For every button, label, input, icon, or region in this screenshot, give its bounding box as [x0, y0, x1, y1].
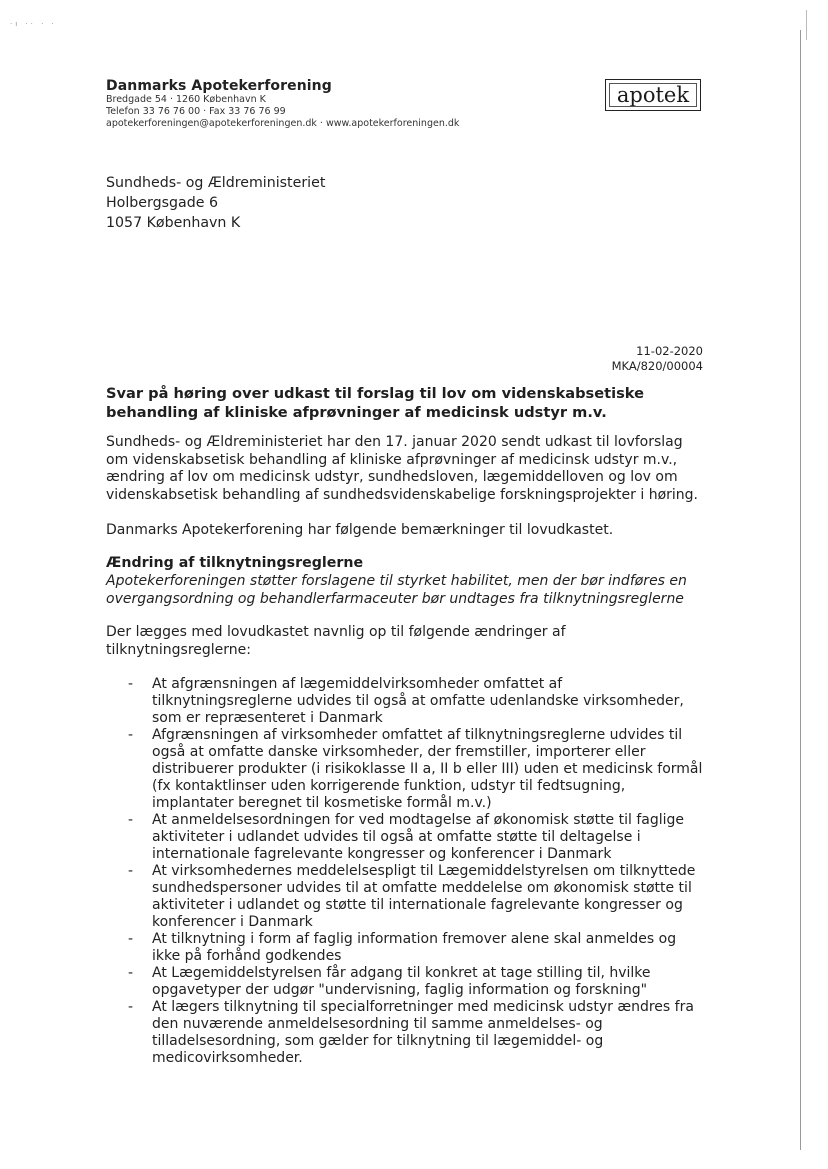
- list-item: [106, 965, 706, 999]
- list-item-text: At lægers tilknytning til specialforretninger med medicinsk udstyr ændres fra den nuværende anmeldelsesordning til samme anmeldelses- og tilladelsesordning, som gælder for tilknytning til lægemiddel- og medicovirksomheder.: [152, 999, 694, 1066]
- list-item-text: At afgrænsningen af lægemiddelvirksomheder omfattet af tilknytningsreglerne udvides til også at omfatte udenlandske virksomheder, som er repræsenteret i Danmark: [152, 676, 684, 726]
- section-heading: Ændring af tilknytningsreglerne: [106, 555, 364, 571]
- bullet-dash: -: [128, 965, 134, 981]
- recipient-name: Sundheds- og Ældreministeriet: [106, 175, 326, 191]
- apotek-logo: apotek: [605, 79, 701, 111]
- scan-marks: ·ı ·· · ·: [10, 20, 57, 28]
- sender-contact: apotekerforeningen@apotekerforeningen.dk · www.apotekerforeningen.dk: [106, 118, 460, 129]
- amendments-list: [106, 676, 706, 1067]
- list-item-text: At virksomhedernes meddelelsespligt til Lægemiddelstyrelsen om tilknyttede sundhedspersoner udvides til at omfatte meddelelse om økonomisk støtte til aktiviteter i udlandet og støtte til internationale fagrelevante kongresser og konferencer i Danmark: [152, 863, 696, 930]
- list-item-text: At Lægemiddelstyrelsen får adgang til konkret at tage stilling til, hvilke opgavetyper der udgør "undervisning, faglig information og forskning": [152, 965, 651, 998]
- sender-organization: Danmarks Apotekerforening: [106, 78, 332, 94]
- section-subheading: Apotekerforeningen støtter forslagene til styrket habilitet, men der bør indføres en overgangsordning og behandlerfarmaceuter bør undtages fra tilknytningsreglerne: [106, 573, 687, 607]
- intro-paragraph: Sundheds- og Ældreministeriet har den 17. januar 2020 sendt udkast til lovforslag om videnskabsetisk behandling af kliniske afprøvninger af medicinsk udstyr m.v., ændring af lov om medicinsk udstyr, sundhedsloven, lægemiddelloven og lov om videnskabsetisk behandling af sundhedsvidenskabelige forskningsprojekter i høring.: [106, 434, 698, 503]
- sender-address: Bredgade 54 · 1260 København K: [106, 94, 266, 105]
- list-item-text: At tilknytning i form af faglig information fremover alene skal anmeldes og ikke på forhånd godkendes: [152, 931, 677, 964]
- list-item: [106, 727, 706, 812]
- bullet-dash: -: [128, 727, 134, 743]
- list-item: [106, 676, 706, 727]
- page-edge-line-top: [806, 10, 807, 40]
- list-item: [106, 812, 706, 863]
- sender-phone: Telefon 33 76 76 00 · Fax 33 76 76 99: [106, 106, 286, 117]
- list-item-text: At anmeldelsesordningen for ved modtagelse af økonomisk støtte til faglige aktiviteter i udlandet udvides til også at omfatte støtte til deltagelse i internationale fagrelevante kongresser og konferencer i Danmark: [152, 812, 685, 862]
- recipient-city: 1057 København K: [106, 215, 241, 231]
- list-item: [106, 863, 706, 931]
- list-item-text: Afgrænsningen af virksomheder omfattet af tilknytningsreglerne udvides til også at omfatte danske virksomheder, der fremstiller, importerer eller distribuerer produkter (i risikoklasse II a, II b eller III) uden et medicinsk formål (fx kontaktlinser uden korrigerende funktion, udstyr til fedtsugning, implantater beregnet til kosmetiske formål m.v.): [152, 727, 703, 811]
- bullet-dash: -: [128, 863, 134, 879]
- remarks-paragraph: Danmarks Apotekerforening har følgende bemærkninger til lovudkastet.: [106, 522, 614, 538]
- lead-paragraph: Der lægges med lovudkastet navnlig op til følgende ændringer af tilknytningsreglerne:: [106, 624, 566, 658]
- bullet-dash: -: [128, 812, 134, 828]
- bullet-dash: -: [128, 931, 134, 947]
- sender-block: [106, 78, 459, 130]
- recipient-block: [106, 173, 325, 233]
- list-item: [106, 931, 706, 965]
- letter-reference: MKA/820/00004: [611, 359, 703, 373]
- letter-title: Svar på høring over udkast til forslag til lov om videnskabsetiske behandling af kliniske afprøvninger af medicinsk udstyr m.v.: [106, 385, 644, 421]
- bullet-dash: -: [128, 676, 134, 692]
- list-item: [106, 999, 706, 1067]
- recipient-street: Holbergsgade 6: [106, 195, 218, 211]
- date-reference-block: [612, 344, 703, 374]
- bullet-dash: -: [128, 999, 134, 1015]
- letter-date: 11-02-2020: [636, 344, 703, 358]
- page-edge-line: [800, 30, 801, 1150]
